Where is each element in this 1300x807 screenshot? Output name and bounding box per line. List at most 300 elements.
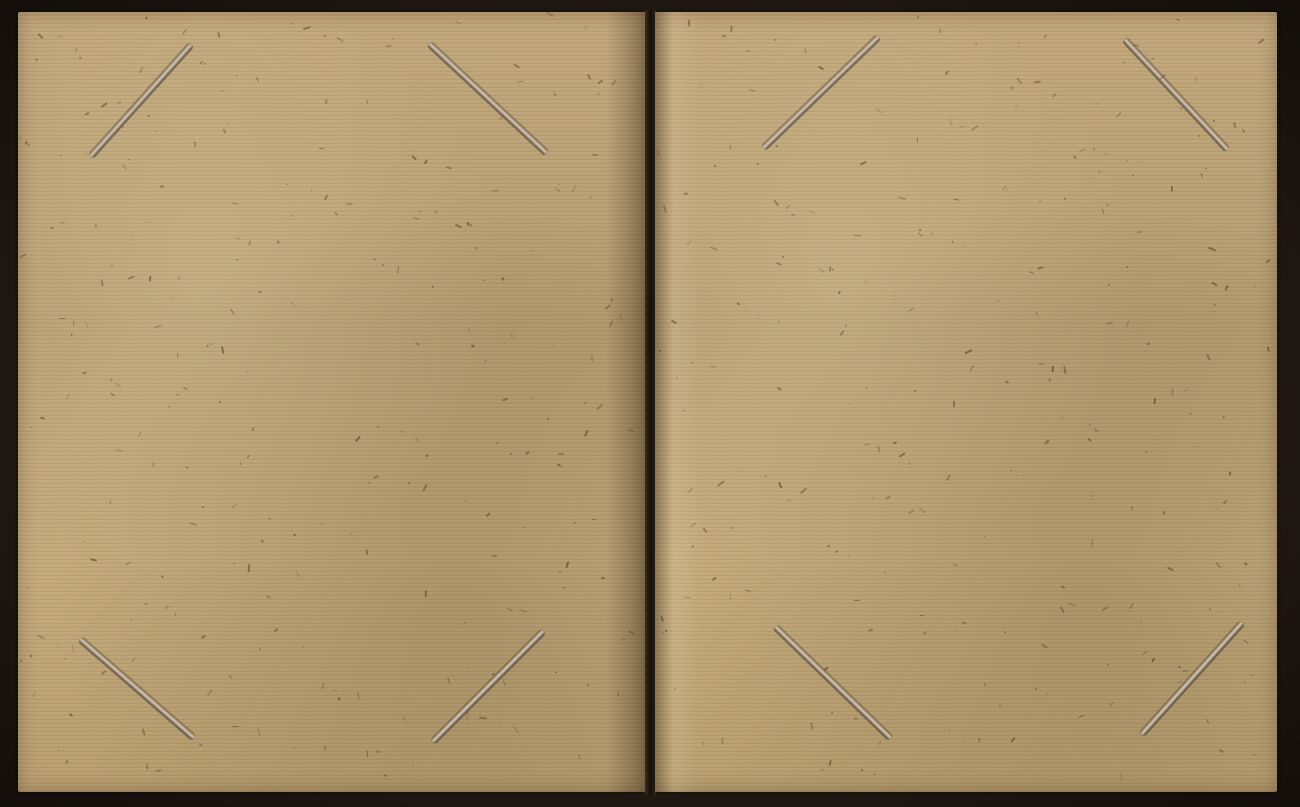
paper-fiber-speck [323,744,326,750]
paper-fiber-speck [1151,657,1155,662]
paper-fiber-speck [702,527,707,533]
paper-fiber-speck [555,672,557,674]
paper-fiber-speck [597,92,601,94]
photo-corner-slit-top-right [428,42,548,155]
paper-fiber-speck [777,321,779,323]
paper-fiber-speck [1060,607,1065,614]
paper-fiber-speck [73,320,74,325]
paper-fiber-speck [610,80,616,87]
paper-fiber-speck [827,544,831,547]
paper-fiber-speck [469,667,470,669]
paper-fiber-speck [1125,160,1127,162]
paper-fiber-speck [379,752,381,754]
paper-fiber-speck [1017,78,1023,85]
paper-fiber-speck [712,577,717,581]
paper-fiber-speck [676,377,678,379]
paper-fiber-speck [516,81,523,82]
paper-fiber-speck [1088,423,1090,426]
paper-fiber-speck [546,12,554,18]
paper-fiber-speck [917,16,919,19]
paper-fiber-speck [123,164,128,170]
paper-fiber-speck [95,224,98,228]
paper-fiber-speck [1049,378,1052,382]
paper-fiber-speck [1034,81,1041,84]
paper-fiber-speck [293,747,295,749]
paper-fiber-speck [40,767,42,769]
paper-fiber-speck [177,353,178,358]
paper-fiber-speck [492,555,497,558]
paper-fiber-speck [277,240,280,243]
paper-fiber-speck [37,634,45,639]
photo-corner-slit-bottom-right [431,630,545,744]
paper-fiber-speck [839,330,844,336]
paper-fiber-speck [413,100,415,102]
paper-fiber-speck [71,333,73,337]
paper-fiber-speck [554,93,557,97]
paper-fiber-speck [513,63,520,68]
paper-fiber-speck [914,390,917,393]
paper-fiber-speck [1094,103,1097,106]
paper-fiber-speck [462,621,466,625]
paper-fiber-speck [690,361,692,363]
paper-fiber-speck [831,712,833,715]
paper-fiber-speck [1265,259,1270,263]
paper-fiber-speck [319,147,324,149]
paper-fiber-speck [953,198,959,201]
paper-fiber-speck [1244,681,1246,683]
paper-fiber-speck [334,212,337,216]
paper-fiber-speck [258,728,261,736]
paper-fiber-speck [219,401,221,403]
paper-fiber-speck [776,262,783,267]
paper-fiber-speck [898,196,906,200]
paper-fiber-speck [983,536,985,538]
paper-fiber-speck [183,387,188,390]
paper-fiber-speck [664,629,667,632]
paper-fiber-speck [386,45,392,47]
paper-fiber-speck [908,462,911,465]
paper-fiber-speck [115,383,119,387]
paper-fiber-speck [174,612,177,616]
paper-fiber-speck [893,294,895,296]
paper-fiber-speck [1127,266,1129,268]
paper-fiber-speck [866,387,868,389]
paper-fiber-speck [1079,147,1086,151]
paper-fiber-speck [531,397,535,399]
paper-fiber-speck [687,240,692,246]
paper-fiber-speck [1198,525,1200,527]
paper-fiber-speck [235,236,241,239]
paper-fiber-speck [31,425,33,427]
paper-fiber-speck [1079,715,1085,719]
paper-fiber-speck [962,740,965,742]
paper-fiber-speck [303,646,305,648]
paper-fiber-speck [745,589,750,591]
paper-fiber-speck [523,527,525,529]
paper-fiber-speck [908,510,915,515]
paper-fiber-speck [1093,427,1097,432]
paper-fiber-speck [247,455,251,459]
paper-fiber-speck [128,276,135,280]
paper-fiber-speck [182,28,187,35]
paper-fiber-speck [956,629,958,631]
paper-fiber-speck [841,761,843,763]
paper-fiber-speck [177,275,179,279]
paper-fiber-speck [228,123,229,125]
paper-fiber-speck [1167,567,1174,572]
paper-fiber-speck [964,245,965,246]
paper-fiber-speck [258,291,263,294]
paper-fiber-speck [566,561,570,568]
paper-fiber-speck [710,246,718,250]
paper-fiber-speck [232,725,239,727]
paper-fiber-speck [809,210,816,214]
paper-fiber-speck [1068,603,1076,607]
paper-fiber-speck [411,764,414,767]
paper-fiber-speck [149,222,151,224]
paper-fiber-speck [292,22,293,24]
paper-fiber-speck [319,365,320,366]
paper-fiber-speck [721,738,723,745]
paper-fiber-speck [186,466,190,469]
paper-fiber-speck [1010,737,1015,743]
paper-fiber-speck [295,304,296,306]
paper-fiber-speck [1063,366,1066,374]
paper-fiber-speck [168,406,170,408]
paper-fiber-speck [59,318,65,319]
paper-fiber-speck [324,195,329,201]
paper-fiber-speck [854,234,861,236]
paper-fiber-speck [210,343,212,345]
paper-fiber-speck [233,563,235,564]
paper-fiber-speck [128,159,130,161]
paper-fiber-speck [1092,495,1094,497]
paper-fiber-speck [221,346,224,354]
paper-fiber-speck [273,628,278,632]
paper-fiber-speck [562,586,566,589]
paper-fiber-speck [30,654,33,657]
paper-fiber-speck [778,481,782,488]
paper-fiber-speck [687,79,689,81]
paper-fiber-speck [1139,620,1142,624]
paper-fiber-speck [247,564,250,572]
paper-fiber-speck [110,264,112,266]
paper-fiber-speck [240,463,241,465]
paper-fiber-speck [470,224,473,226]
paper-fiber-speck [1187,388,1189,391]
paper-fiber-speck [555,188,561,193]
paper-fiber-speck [578,754,580,759]
paper-fiber-speck [248,240,252,246]
paper-fiber-speck [702,741,704,746]
paper-fiber-speck [558,570,562,572]
paper-fiber-speck [1106,321,1113,324]
paper-fiber-speck [791,214,796,217]
paper-fiber-speck [132,657,136,662]
paper-fiber-speck [201,620,204,622]
paper-fiber-speck [878,741,881,745]
paper-fiber-speck [572,185,577,192]
paper-fiber-speck [740,470,743,472]
paper-fiber-speck [683,193,688,195]
paper-fiber-speck [899,452,906,457]
paper-fiber-speck [1197,135,1200,138]
paper-fiber-speck [757,163,760,166]
paper-fiber-speck [661,631,664,634]
paper-fiber-speck [962,621,967,624]
paper-fiber-speck [25,586,28,589]
paper-fiber-speck [411,155,417,161]
paper-fiber-speck [573,522,575,524]
paper-fiber-speck [1258,38,1265,44]
paper-fiber-speck [817,66,823,71]
paper-fiber-speck [828,760,832,766]
paper-fiber-speck [190,522,197,526]
paper-fiber-speck [1106,204,1109,206]
paper-fiber-speck [682,410,684,412]
paper-fiber-speck [729,144,731,149]
paper-fiber-speck [125,561,131,566]
paper-fiber-speck [959,125,965,128]
paper-fiber-speck [310,188,312,191]
paper-fiber-speck [84,112,90,116]
paper-fiber-speck [730,25,733,32]
paper-fiber-speck [865,281,867,282]
paper-fiber-speck [1223,500,1228,505]
paper-fiber-speck [1109,702,1114,707]
paper-fiber-speck [1073,155,1077,159]
paper-fiber-speck [321,683,324,690]
photo-corner-slit-bottom-left [79,637,195,739]
paper-fiber-speck [121,126,124,129]
paper-fiber-speck [684,597,691,599]
paper-fiber-speck [893,442,897,444]
paper-fiber-speck [919,508,923,511]
paper-fiber-speck [1051,365,1053,371]
paper-fiber-speck [200,635,205,639]
paper-fiber-speck [19,137,22,139]
paper-fiber-speck [19,660,22,663]
paper-fiber-speck [485,360,487,362]
paper-fiber-speck [916,138,917,143]
paper-fiber-speck [177,394,179,396]
paper-fiber-speck [138,432,141,437]
paper-fiber-speck [609,320,613,327]
paper-fiber-speck [778,386,783,391]
paper-fiber-speck [1178,551,1181,553]
paper-fiber-speck [142,728,146,736]
paper-fiber-speck [854,718,857,720]
paper-fiber-speck [203,63,205,65]
paper-fiber-speck [447,677,451,684]
paper-fiber-speck [338,696,341,701]
paper-fiber-speck [745,309,747,311]
paper-fiber-speck [170,298,172,301]
paper-fiber-speck [1154,398,1157,404]
paper-fiber-speck [69,713,74,717]
paper-fiber-speck [424,590,426,598]
paper-fiber-speck [592,154,598,156]
paper-fiber-speck [392,38,394,41]
paper-fiber-speck [349,532,353,536]
paper-fiber-speck [332,689,338,691]
paper-fiber-speck [667,72,668,74]
paper-fiber-speck [561,466,563,468]
paper-fiber-speck [60,221,65,225]
paper-fiber-speck [468,327,471,331]
paper-fiber-speck [110,378,112,381]
paper-fiber-speck [154,324,162,328]
paper-fiber-speck [109,500,111,505]
paper-fiber-speck [1029,271,1034,274]
paper-fiber-speck [323,34,325,36]
paper-fiber-speck [718,481,725,487]
photo-corner-slit-bottom-left [774,625,893,740]
paper-fiber-speck [101,102,108,107]
paper-fiber-speck [713,164,716,167]
paper-fiber-speck [1087,437,1092,442]
paper-fiber-speck [1243,640,1248,644]
paper-fiber-speck [27,143,30,146]
paper-fiber-speck [58,749,60,751]
paper-fiber-speck [1207,247,1215,251]
paper-fiber-speck [129,618,132,621]
paper-fiber-speck [620,314,623,322]
paper-fiber-speck [1043,34,1047,38]
paper-fiber-speck [847,555,849,557]
paper-fiber-speck [492,190,499,192]
paper-fiber-speck [977,738,980,743]
paper-fiber-speck [414,342,419,346]
paper-fiber-speck [37,33,43,39]
paper-fiber-speck [245,371,248,373]
paper-fiber-speck [501,276,504,281]
paper-fiber-speck [832,269,834,272]
paper-fiber-speck [674,687,677,690]
paper-fiber-speck [757,314,759,316]
paper-fiber-speck [382,264,384,266]
paper-fiber-speck [775,145,777,148]
paper-fiber-speck [1142,651,1147,656]
paper-fiber-speck [1211,281,1218,286]
paper-fiber-speck [847,404,849,406]
paper-fiber-speck [228,674,232,679]
paper-fiber-speck [923,631,927,634]
paper-fiber-speck [1137,231,1142,234]
paper-fiber-speck [64,658,66,660]
paper-fiber-speck [110,393,115,397]
paper-fiber-speck [1101,209,1104,215]
paper-fiber-speck [346,202,354,205]
paper-fiber-speck [781,256,784,259]
paper-fiber-speck [1128,602,1133,608]
paper-fiber-speck [597,404,604,411]
paper-fiber-speck [116,103,118,105]
paper-fiber-speck [598,80,604,84]
paper-fiber-speck [296,571,300,577]
paper-fiber-speck [1195,77,1196,83]
paper-fiber-speck [657,23,659,25]
paper-fiber-speck [1215,562,1221,568]
paper-fiber-speck [325,99,327,104]
paper-fiber-speck [1105,152,1107,154]
paper-fiber-speck [1060,417,1065,419]
paper-fiber-speck [1175,18,1180,21]
paper-fiber-speck [217,32,220,38]
paper-fiber-speck [584,429,589,436]
paper-fiber-speck [1130,506,1132,512]
paper-fiber-speck [394,118,396,120]
paper-fiber-speck [1171,186,1173,192]
paper-fiber-speck [860,160,867,165]
paper-fiber-speck [749,90,755,92]
paper-fiber-speck [201,506,204,509]
paper-fiber-speck [907,58,909,60]
paper-fiber-speck [471,345,475,348]
paper-fiber-speck [501,398,507,402]
paper-fiber-speck [774,200,779,206]
paper-fiber-speck [1250,673,1255,676]
paper-fiber-speck [658,349,660,351]
paper-fiber-speck [156,770,162,772]
paper-fiber-speck [1015,102,1016,106]
paper-fiber-speck [56,35,63,38]
paper-fiber-speck [1108,283,1110,285]
paper-fiber-speck [1163,511,1167,515]
paper-fiber-speck [119,101,121,103]
paper-fiber-speck [413,218,419,221]
paper-fiber-speck [366,99,368,104]
paper-fiber-speck [510,453,513,456]
paper-fiber-speck [1145,451,1148,453]
paper-fiber-speck [85,321,89,328]
paper-fiber-speck [261,540,264,543]
paper-fiber-speck [558,184,560,186]
paper-fiber-speck [401,430,404,433]
paper-fiber-speck [970,365,975,372]
paper-fiber-speck [953,401,955,408]
paper-fiber-speck [65,760,68,764]
paper-fiber-speck [198,743,203,746]
paper-fiber-speck [949,119,952,126]
paper-fiber-speck [1064,197,1066,199]
paper-fiber-speck [601,577,605,580]
paper-fiber-speck [423,160,428,165]
paper-fiber-speck [1035,688,1037,690]
paper-fiber-speck [952,240,954,242]
paper-fiber-speck [513,726,519,733]
paper-fiber-speck [965,350,973,355]
paper-fiber-speck [1180,108,1182,110]
paper-fiber-speck [508,608,513,612]
paper-fiber-speck [499,724,501,726]
paper-fiber-speck [974,44,976,46]
paper-fiber-speck [872,497,874,500]
paper-fiber-speck [838,291,841,294]
paper-fiber-speck [657,151,660,156]
paper-fiber-speck [861,769,864,772]
paper-fiber-speck [1107,663,1110,666]
paper-fiber-speck [35,58,37,62]
paper-fiber-speck [1241,129,1245,134]
paper-fiber-speck [320,522,322,524]
paper-fiber-speck [1116,112,1122,118]
paper-fiber-speck [604,304,611,310]
paper-fiber-speck [935,567,937,568]
paper-fiber-speck [1183,390,1185,391]
photo-corner-slit-top-left [89,43,193,158]
paper-fiber-speck [730,593,732,599]
